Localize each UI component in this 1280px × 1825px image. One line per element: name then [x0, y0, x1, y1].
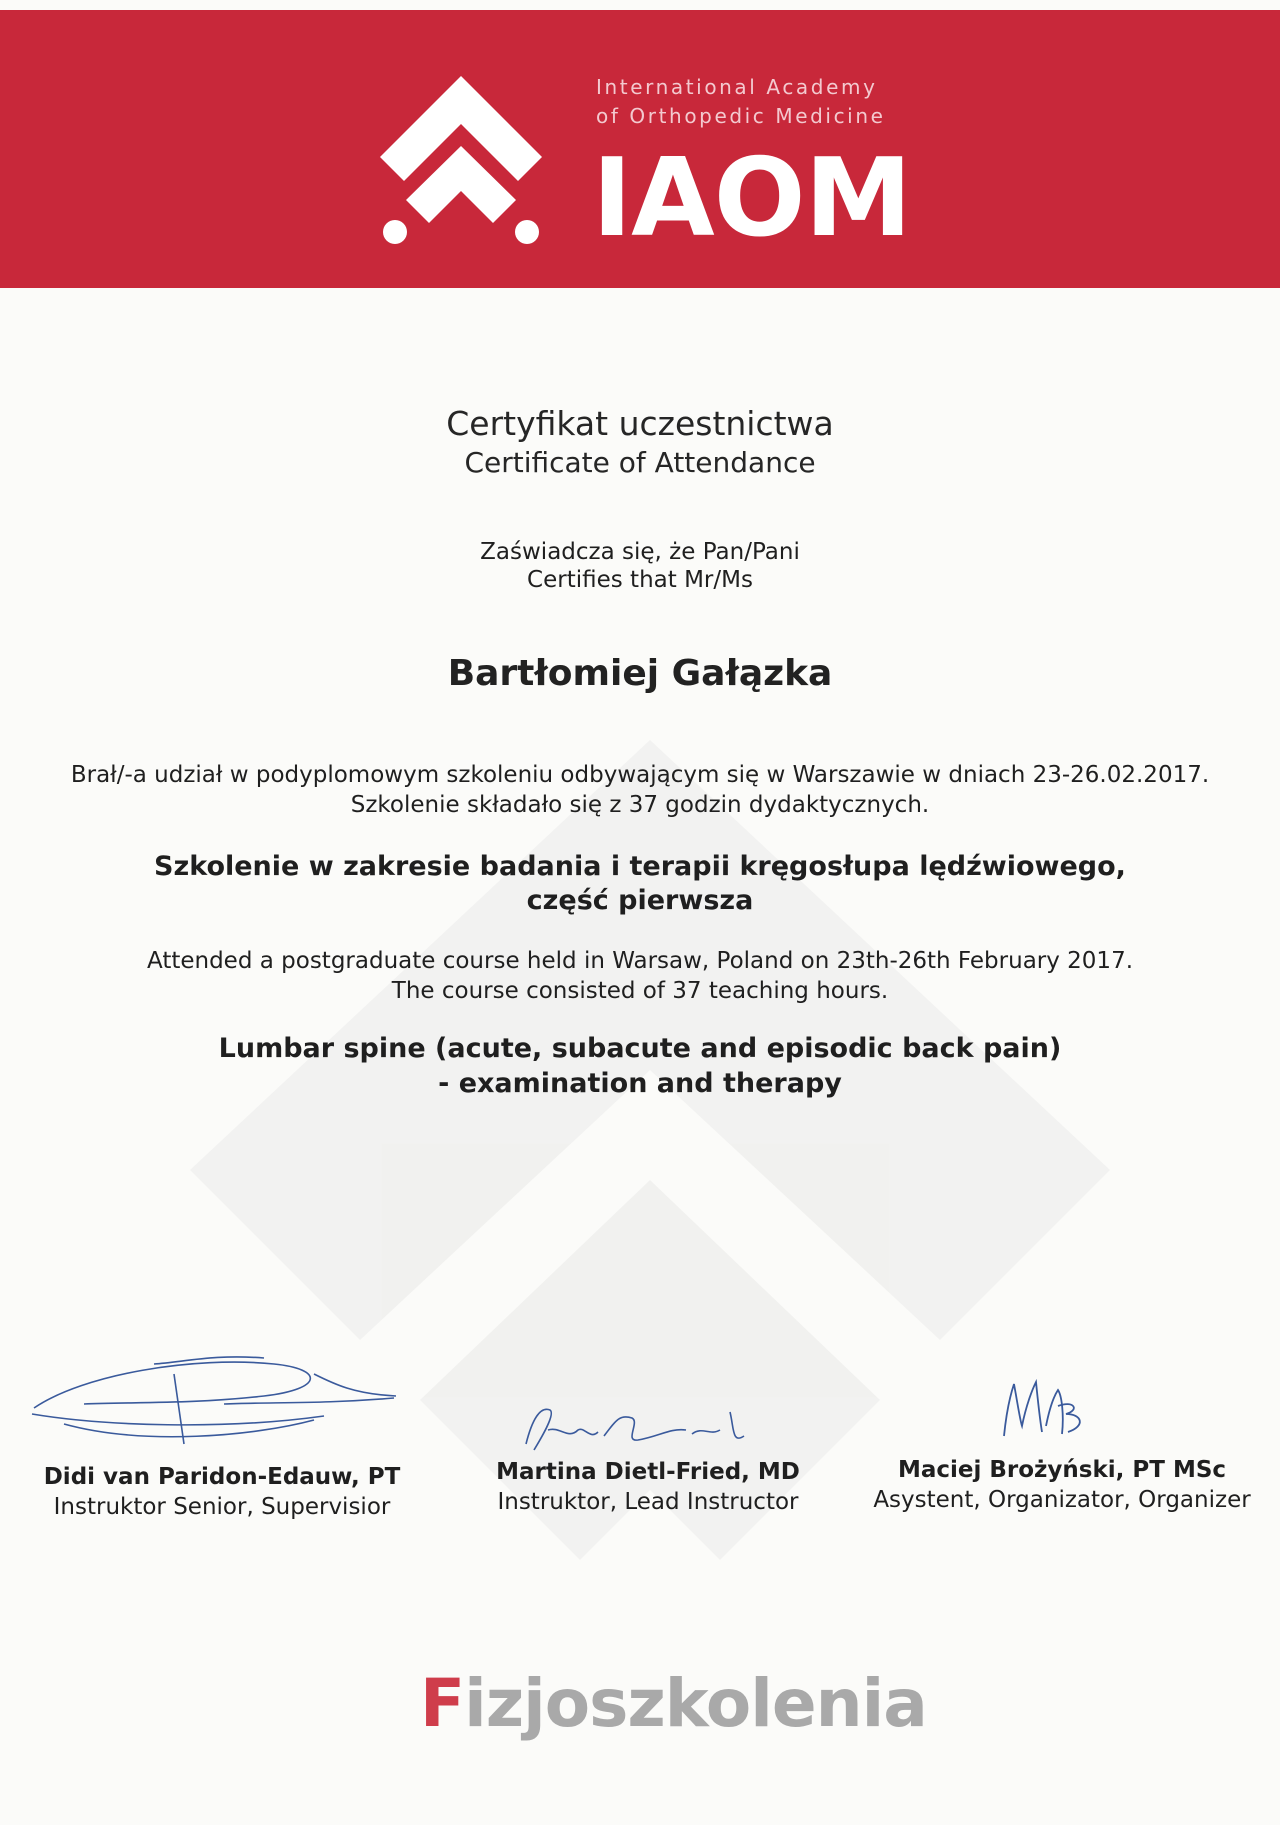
title-polish: Certyfikat uczestnictwa — [446, 404, 834, 443]
course-title-english-line1: Lumbar spine (acute, subacute and episodic back pain) — [218, 1033, 1062, 1064]
signature-drawing-supervisor — [24, 1334, 404, 1454]
header-band — [0, 10, 1280, 288]
org-name-line2: of Orthopedic Medicine — [596, 104, 886, 128]
title-english: Certificate of Attendance — [464, 446, 816, 479]
attendance-english-line2: The course consisted of 37 teaching hours. — [391, 978, 889, 1004]
signatory-lead-instructor — [448, 1457, 848, 1517]
participant-name: Bartłomiej Gałązka — [447, 653, 833, 694]
brand-wordmark: IAOM — [592, 136, 912, 261]
certifies-english: Certifies that Mr/Ms — [527, 567, 753, 593]
footer-brand-first-letter: F — [420, 1665, 465, 1742]
footer-brand-logo — [420, 1664, 927, 1744]
attendance-polish-line1: Brał/-a udział w podyplomowym szkoleniu odbywającym się w Warszawie w dniach 23-26.02.2017. — [70, 762, 1210, 788]
signatory-role: Instruktor, Lead Instructor — [497, 1489, 799, 1515]
org-name-line1: International Academy — [596, 75, 878, 99]
signatory-supervisor — [22, 1462, 422, 1522]
org-full-name — [596, 73, 886, 131]
signatory-name: Didi van Paridon-Edauw, PT — [43, 1464, 401, 1490]
signature-drawing-lead-instructor — [520, 1400, 750, 1458]
attendance-polish-line2: Szkolenie składało się z 37 godzin dydaktycznych. — [350, 792, 930, 818]
attendance-english-line1: Attended a postgraduate course held in Warsaw, Poland on 23th-26th February 2017. — [146, 948, 1134, 974]
signatory-name: Martina Dietl-Fried, MD — [496, 1459, 800, 1485]
signatory-role: Instruktor Senior, Supervisior — [53, 1494, 391, 1520]
iaom-logo-icon — [372, 72, 550, 250]
course-title-polish-line1: Szkolenie w zakresie badania i terapii kręgosłupa lędźwiowego, — [154, 851, 1126, 882]
signatory-organizer — [852, 1455, 1272, 1515]
course-title-polish-line2: część pierwsza — [526, 885, 754, 916]
signature-drawing-organizer — [996, 1376, 1096, 1446]
course-title-english-line2: - examination and therapy — [438, 1068, 842, 1099]
signatory-name: Maciej Brożyński, PT MSc — [897, 1457, 1227, 1483]
certifies-polish: Zaświadcza się, że Pan/Pani — [480, 539, 800, 565]
footer-brand-rest: izjoszkolenia — [464, 1665, 927, 1742]
signatory-role: Asystent, Organizator, Organizer — [873, 1487, 1251, 1513]
